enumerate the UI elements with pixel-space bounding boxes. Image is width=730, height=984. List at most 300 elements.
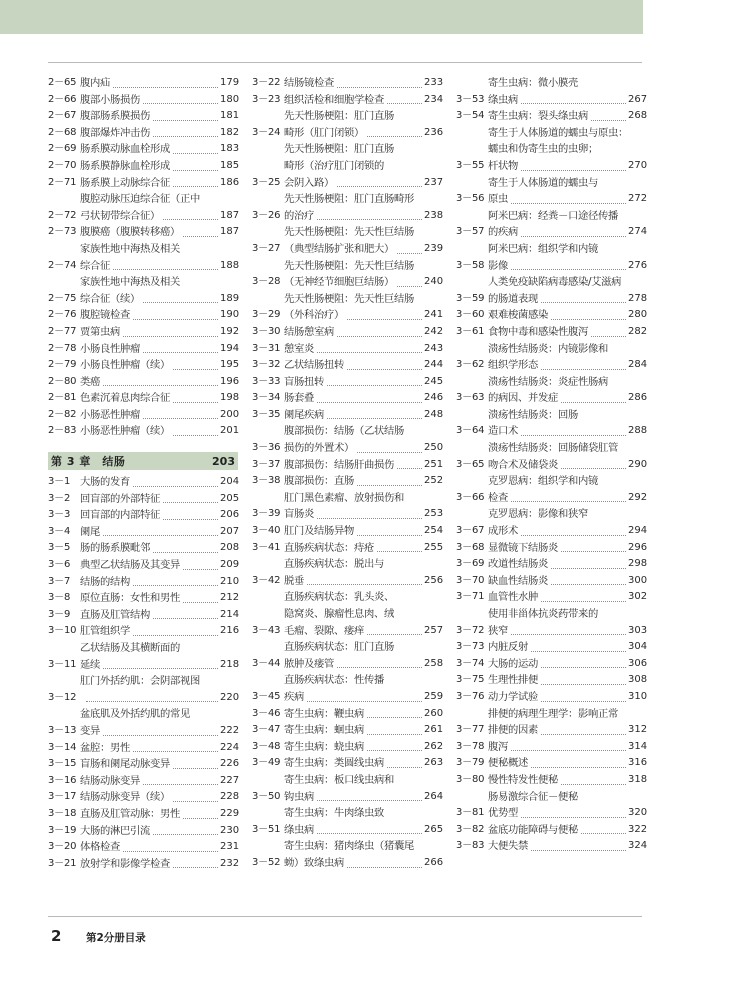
toc-entry[interactable] bbox=[48, 856, 238, 873]
entry-page: 260 bbox=[424, 707, 444, 719]
entry-page: 282 bbox=[628, 325, 648, 337]
entry-title-text: 阿米巴病：组织学和内镜 bbox=[488, 242, 598, 255]
entry-title-line bbox=[80, 374, 220, 391]
entry-number: 3－10 bbox=[48, 625, 77, 637]
entry-page: 233 bbox=[424, 77, 444, 88]
entry-title bbox=[488, 473, 628, 506]
toc-entry[interactable] bbox=[48, 507, 238, 524]
toc-entry[interactable] bbox=[252, 556, 442, 589]
entry-page: 274 bbox=[628, 226, 648, 238]
dot-leader bbox=[183, 602, 218, 603]
entry-title-text: 血管性水肿 bbox=[488, 591, 538, 604]
entry-title bbox=[488, 540, 628, 557]
entry-title-text: 影像 bbox=[488, 259, 508, 272]
entry-number: 3－64 bbox=[456, 425, 485, 437]
dot-leader bbox=[541, 302, 626, 303]
entry-title-line bbox=[80, 740, 220, 757]
entry-title-line bbox=[284, 506, 424, 523]
toc-entry[interactable] bbox=[252, 473, 442, 490]
entry-title-text: 成形术 bbox=[488, 525, 518, 538]
toc-entry[interactable] bbox=[456, 755, 646, 772]
toc-entry[interactable] bbox=[456, 772, 646, 789]
toc-entry[interactable] bbox=[252, 457, 442, 474]
toc-entry[interactable] bbox=[48, 224, 238, 241]
toc-entry[interactable] bbox=[252, 357, 442, 374]
dot-leader bbox=[561, 468, 626, 469]
toc-entry[interactable] bbox=[252, 258, 442, 291]
dot-leader bbox=[337, 186, 422, 187]
entry-title-text: 绦虫病 bbox=[488, 93, 518, 106]
dot-leader bbox=[173, 402, 218, 403]
entry-title-text: 缺血性结肠炎 bbox=[488, 574, 548, 587]
entry-title-line bbox=[488, 175, 628, 192]
entry-title-line bbox=[284, 291, 424, 308]
entry-title-text: 艰难梭菌感染 bbox=[488, 309, 548, 322]
entry-title-line bbox=[80, 407, 220, 424]
toc-entry[interactable] bbox=[252, 490, 442, 523]
entry-title-text: 先天性肠梗阻：先天性巨结肠 bbox=[284, 259, 414, 272]
toc-entry[interactable] bbox=[48, 92, 238, 109]
toc-entry[interactable] bbox=[456, 573, 646, 590]
entry-page: 222 bbox=[220, 724, 240, 736]
entry-number: 3－83 bbox=[456, 840, 485, 852]
entry-title bbox=[284, 191, 424, 224]
entry-number: 3－50 bbox=[252, 790, 281, 802]
entry-page: 212 bbox=[220, 592, 240, 604]
entry-title bbox=[80, 158, 220, 175]
toc-entry[interactable] bbox=[456, 656, 646, 673]
toc-entry[interactable] bbox=[252, 706, 442, 723]
toc-entry[interactable] bbox=[456, 540, 646, 557]
toc-entry[interactable] bbox=[48, 374, 238, 391]
toc-entry[interactable] bbox=[252, 739, 442, 756]
toc-entry[interactable] bbox=[48, 706, 238, 739]
entry-title bbox=[80, 224, 220, 241]
entry-title-line bbox=[488, 805, 628, 822]
entry-title bbox=[80, 856, 220, 873]
entry-title bbox=[284, 423, 424, 456]
toc-entry[interactable] bbox=[48, 474, 238, 491]
entry-page: 294 bbox=[628, 525, 648, 537]
toc-entry[interactable] bbox=[456, 307, 646, 324]
toc-entry[interactable] bbox=[48, 823, 238, 840]
toc-entry[interactable] bbox=[456, 739, 646, 756]
entry-title-line bbox=[284, 755, 424, 772]
entry-title-text: 盆底肌及外括约肌的常见 bbox=[80, 708, 190, 721]
toc-entry[interactable] bbox=[456, 506, 646, 539]
entry-number: 2－80 bbox=[48, 375, 77, 387]
toc-entry[interactable] bbox=[252, 772, 442, 805]
toc-entry[interactable] bbox=[252, 191, 442, 224]
toc-entry[interactable] bbox=[48, 241, 238, 274]
toc-entry[interactable] bbox=[252, 672, 442, 705]
entry-title-line bbox=[284, 706, 424, 723]
entry-title-line bbox=[80, 574, 220, 591]
toc-entry[interactable] bbox=[456, 822, 646, 839]
entry-title-text: 结肠的结构 bbox=[80, 575, 130, 588]
entry-title bbox=[80, 740, 220, 757]
toc-entry[interactable] bbox=[456, 672, 646, 689]
dot-leader bbox=[511, 750, 626, 751]
entry-title-line bbox=[80, 607, 220, 624]
entry-title-line bbox=[284, 805, 424, 822]
entry-title-line bbox=[80, 75, 220, 92]
entry-number: 3－67 bbox=[456, 525, 485, 537]
entry-number: 3－5 bbox=[48, 542, 71, 554]
entry-title-text: 溃疡性结肠炎：炎症性肠病 bbox=[488, 375, 608, 388]
entry-title-text: 盲肠和阑尾动脉变异 bbox=[80, 758, 170, 771]
toc-entry[interactable] bbox=[252, 755, 442, 772]
entry-title-line bbox=[80, 590, 220, 607]
entry-title-text: 阿米巴病：经粪－口途径传播 bbox=[488, 209, 618, 222]
entry-title-text: 先天性肠梗阻：先天性巨结肠 bbox=[284, 292, 414, 305]
toc-entry[interactable] bbox=[252, 423, 442, 456]
dot-leader bbox=[173, 170, 218, 171]
entry-title-line bbox=[284, 739, 424, 756]
entry-page: 248 bbox=[424, 408, 444, 420]
entry-title-text: 造口术 bbox=[488, 425, 518, 438]
toc-entry[interactable] bbox=[48, 324, 238, 341]
dot-leader bbox=[317, 352, 422, 353]
entry-title-text: 结肠镜检查 bbox=[284, 77, 334, 89]
toc-column-3 bbox=[456, 75, 646, 855]
entry-title bbox=[488, 639, 628, 656]
dot-leader bbox=[367, 136, 422, 137]
entry-title-line bbox=[80, 191, 220, 208]
toc-entry[interactable] bbox=[48, 191, 238, 224]
toc-entry[interactable] bbox=[252, 639, 442, 672]
toc-entry[interactable] bbox=[48, 390, 238, 407]
entry-title-line bbox=[80, 125, 220, 142]
entry-page: 186 bbox=[220, 176, 240, 188]
entry-title-line bbox=[80, 773, 220, 790]
toc-entry[interactable] bbox=[456, 274, 646, 307]
entry-page: 272 bbox=[628, 193, 648, 205]
entry-title-line bbox=[488, 224, 628, 241]
entry-title bbox=[488, 589, 628, 606]
dot-leader bbox=[511, 501, 626, 502]
toc-entry[interactable] bbox=[48, 540, 238, 557]
toc-entry[interactable] bbox=[48, 640, 238, 673]
entry-title-line bbox=[80, 524, 220, 541]
entry-number: 2－68 bbox=[48, 126, 77, 138]
entry-title-text: 小肠良性肿瘤（续） bbox=[80, 359, 170, 372]
toc-entry[interactable] bbox=[456, 108, 646, 125]
entry-title-line bbox=[284, 556, 424, 573]
toc-entry[interactable] bbox=[48, 307, 238, 324]
toc-entry[interactable] bbox=[48, 423, 238, 440]
entry-page: 196 bbox=[220, 375, 240, 387]
entry-page: 298 bbox=[628, 558, 648, 570]
entry-title bbox=[488, 241, 628, 274]
toc-entry[interactable] bbox=[456, 838, 646, 855]
entry-title-line bbox=[488, 523, 628, 540]
toc-entry[interactable] bbox=[48, 590, 238, 607]
toc-entry[interactable] bbox=[252, 589, 442, 639]
toc-entry[interactable] bbox=[252, 324, 442, 341]
entry-title-text: 检查 bbox=[488, 491, 508, 504]
entry-page: 259 bbox=[424, 690, 444, 702]
entry-title-line bbox=[284, 324, 424, 341]
entry-page: 241 bbox=[424, 309, 444, 321]
toc-entry[interactable] bbox=[48, 673, 238, 706]
entry-number: 3－82 bbox=[456, 823, 485, 835]
toc-entry[interactable] bbox=[48, 108, 238, 125]
toc-entry[interactable] bbox=[456, 407, 646, 440]
chapter-title: 第 3 章 结肠 bbox=[51, 455, 126, 469]
entry-title bbox=[80, 590, 220, 607]
toc-entry[interactable] bbox=[456, 639, 646, 656]
entry-title-text: 人类免疫缺陷病毒感染/艾滋病 bbox=[488, 276, 622, 289]
dot-leader bbox=[113, 87, 218, 88]
top-rule bbox=[48, 62, 642, 63]
toc-entry[interactable] bbox=[252, 92, 442, 109]
dot-leader bbox=[143, 302, 218, 303]
entry-number: 3－17 bbox=[48, 791, 77, 803]
entry-page: 310 bbox=[628, 690, 648, 702]
toc-entry[interactable] bbox=[252, 838, 442, 871]
entry-title-line bbox=[80, 423, 220, 440]
entry-number: 3－63 bbox=[456, 392, 485, 404]
entry-page: 228 bbox=[220, 791, 240, 803]
toc-entry[interactable] bbox=[48, 274, 238, 307]
toc-entry[interactable] bbox=[48, 623, 238, 640]
toc-entries-chapter-3 bbox=[48, 474, 238, 872]
entry-title-text: 组织学形态 bbox=[488, 359, 538, 372]
entry-page: 237 bbox=[424, 176, 444, 188]
toc-entry[interactable] bbox=[456, 374, 646, 407]
toc-entry[interactable] bbox=[48, 357, 238, 374]
entry-title bbox=[488, 274, 628, 307]
entry-title-text: 先天性肠梗阻：肛门直肠 bbox=[284, 110, 394, 123]
dot-leader bbox=[531, 651, 626, 652]
toc-entry[interactable] bbox=[456, 241, 646, 274]
entry-title-line bbox=[488, 589, 628, 606]
entry-number: 3－56 bbox=[456, 193, 485, 205]
entry-page: 181 bbox=[220, 110, 240, 122]
entry-title-line bbox=[488, 374, 628, 391]
toc-entry[interactable] bbox=[48, 125, 238, 142]
toc-entry[interactable] bbox=[48, 756, 238, 773]
entry-title bbox=[488, 125, 628, 175]
entry-title-line bbox=[284, 623, 424, 640]
entry-page: 266 bbox=[424, 856, 444, 868]
entry-title-text: 优势型 bbox=[488, 807, 518, 820]
toc-entry[interactable] bbox=[252, 224, 442, 257]
toc-entry[interactable] bbox=[48, 407, 238, 424]
dot-leader bbox=[307, 701, 422, 702]
toc-entry[interactable] bbox=[252, 407, 442, 424]
entry-title bbox=[80, 324, 220, 341]
toc-entry[interactable] bbox=[48, 341, 238, 358]
dot-leader bbox=[511, 203, 626, 204]
entry-title-text: 大便失禁 bbox=[488, 840, 528, 853]
toc-entry[interactable] bbox=[252, 75, 442, 92]
entry-title-line bbox=[80, 258, 220, 275]
entry-number: 3－74 bbox=[456, 657, 485, 669]
entry-page: 296 bbox=[628, 541, 648, 553]
entry-number: 3－76 bbox=[456, 690, 485, 702]
entry-number: 3－34 bbox=[252, 392, 281, 404]
toc-entry[interactable] bbox=[48, 574, 238, 591]
entry-number: 3－28 bbox=[252, 276, 281, 288]
entry-title-text: 延续 bbox=[80, 658, 100, 671]
entry-title-text: 隐窝炎、腺瘤性息肉、绒 bbox=[284, 608, 394, 620]
entry-number: 3－33 bbox=[252, 375, 281, 387]
entry-title-text: 直肠疾病状态：脱出与 bbox=[284, 558, 384, 571]
entry-title-line bbox=[488, 208, 628, 225]
toc-entry[interactable] bbox=[456, 473, 646, 506]
entry-number: 2－74 bbox=[48, 259, 77, 271]
toc-entry[interactable] bbox=[456, 324, 646, 341]
dot-leader bbox=[511, 269, 626, 270]
entry-page: 198 bbox=[220, 392, 240, 404]
entry-page: 253 bbox=[424, 508, 444, 520]
toc-entry[interactable] bbox=[456, 689, 646, 706]
entry-page: 189 bbox=[220, 292, 240, 304]
entry-title-text: 腹腔镜检查 bbox=[80, 309, 130, 322]
toc-entry[interactable] bbox=[48, 740, 238, 757]
entry-title bbox=[488, 822, 628, 839]
toc-entry[interactable] bbox=[456, 789, 646, 822]
entry-title-text: 大肠的淋巴引流 bbox=[80, 824, 150, 837]
entry-title-text: 疾病 bbox=[284, 690, 304, 703]
toc-entry[interactable] bbox=[456, 125, 646, 175]
toc-entry[interactable] bbox=[252, 805, 442, 838]
entry-title-line bbox=[80, 673, 220, 690]
entry-title-line bbox=[80, 390, 220, 407]
entry-page: 320 bbox=[628, 807, 648, 819]
entry-title bbox=[80, 241, 220, 274]
toc-entry[interactable] bbox=[456, 208, 646, 241]
entry-title-line bbox=[284, 357, 424, 374]
toc-entry[interactable] bbox=[252, 108, 442, 141]
toc-entry[interactable] bbox=[456, 175, 646, 208]
toc-entry[interactable] bbox=[252, 540, 442, 557]
toc-entry[interactable] bbox=[48, 491, 238, 508]
entry-number: 3－9 bbox=[48, 608, 71, 620]
entry-title-line bbox=[284, 191, 424, 208]
entry-page: 268 bbox=[628, 110, 648, 122]
entry-title-text: （外科治疗） bbox=[284, 309, 344, 322]
entry-title bbox=[284, 772, 424, 805]
entry-number: 3－3 bbox=[48, 509, 71, 521]
entry-title bbox=[488, 175, 628, 208]
dot-leader bbox=[327, 385, 422, 386]
entry-page: 231 bbox=[220, 841, 240, 853]
entry-title-text: 畸形（治疗肛门闭锁的 bbox=[284, 159, 384, 172]
toc-entry[interactable] bbox=[48, 175, 238, 192]
entry-page: 302 bbox=[628, 591, 648, 603]
entry-page: 239 bbox=[424, 242, 444, 254]
entry-title bbox=[284, 407, 424, 424]
entry-title bbox=[284, 457, 424, 474]
entry-title-line bbox=[80, 92, 220, 109]
toc-entry[interactable] bbox=[456, 606, 646, 639]
entry-number: 3－52 bbox=[252, 856, 281, 868]
entry-title-line bbox=[284, 473, 424, 490]
entry-title-text: 寄生虫病：板口线虫病和 bbox=[284, 773, 394, 786]
dot-leader bbox=[173, 369, 218, 370]
dot-leader bbox=[143, 352, 218, 353]
dot-leader bbox=[521, 236, 626, 237]
toc-entry[interactable] bbox=[252, 722, 442, 739]
toc-entry[interactable] bbox=[456, 706, 646, 739]
dot-leader bbox=[357, 535, 422, 536]
toc-entry[interactable] bbox=[48, 141, 238, 158]
toc-entry[interactable] bbox=[456, 556, 646, 573]
dot-leader bbox=[103, 535, 218, 536]
entry-number: 3－32 bbox=[252, 359, 281, 371]
bottom-rule bbox=[48, 916, 642, 917]
entry-title-line bbox=[284, 307, 424, 324]
entry-title-text: 原虫 bbox=[488, 193, 508, 206]
dot-leader bbox=[591, 336, 626, 337]
entry-title-line bbox=[80, 839, 220, 856]
dot-leader bbox=[143, 103, 218, 104]
toc-entry[interactable] bbox=[48, 839, 238, 856]
toc-entry[interactable] bbox=[48, 524, 238, 541]
dot-leader bbox=[133, 319, 218, 320]
toc-entry[interactable] bbox=[252, 523, 442, 540]
entry-title bbox=[284, 390, 424, 407]
entry-title bbox=[80, 108, 220, 125]
toc-entry[interactable] bbox=[456, 341, 646, 374]
entry-number: 2－73 bbox=[48, 226, 77, 238]
entry-title bbox=[488, 739, 628, 756]
toc-entry[interactable] bbox=[456, 589, 646, 606]
toc-entry[interactable] bbox=[252, 291, 442, 324]
entry-number: 3－61 bbox=[456, 325, 485, 337]
entry-page: 234 bbox=[424, 93, 444, 105]
entry-page: 263 bbox=[424, 757, 444, 769]
chapter-heading[interactable] bbox=[48, 452, 238, 470]
entry-title-line bbox=[80, 175, 220, 192]
entry-page: 264 bbox=[424, 790, 444, 802]
toc-entry[interactable] bbox=[48, 557, 238, 574]
toc-entry[interactable] bbox=[252, 374, 442, 391]
entry-title-text: 直肠疾病状态：痔疮 bbox=[284, 541, 374, 554]
entry-title-line bbox=[488, 722, 628, 739]
dot-leader bbox=[153, 834, 218, 835]
entry-title-line bbox=[488, 307, 628, 324]
entry-title-line bbox=[488, 390, 628, 407]
entry-number: 3－79 bbox=[456, 757, 485, 769]
entry-title bbox=[80, 773, 220, 790]
entry-title bbox=[80, 557, 220, 574]
entry-number: 3－65 bbox=[456, 458, 485, 470]
entry-title-text: 蚴）致绦虫病 bbox=[284, 856, 344, 869]
entry-title-text: 直肠及肛管结构 bbox=[80, 608, 150, 621]
dot-leader bbox=[511, 634, 626, 635]
toc-entry[interactable] bbox=[48, 158, 238, 175]
entry-page: 242 bbox=[424, 325, 444, 337]
toc-entry[interactable] bbox=[48, 75, 238, 92]
toc-entry[interactable] bbox=[456, 440, 646, 473]
toc-entry[interactable] bbox=[48, 773, 238, 790]
toc-entry[interactable] bbox=[252, 390, 442, 407]
entry-title bbox=[488, 374, 628, 407]
toc-entry[interactable] bbox=[48, 789, 238, 806]
toc-entry[interactable] bbox=[48, 607, 238, 624]
entry-title bbox=[80, 374, 220, 391]
toc-entry[interactable] bbox=[48, 806, 238, 823]
toc-entry[interactable] bbox=[252, 141, 442, 191]
toc-entry[interactable] bbox=[252, 341, 442, 358]
toc-entry[interactable] bbox=[456, 75, 646, 108]
entry-number: 3－12 bbox=[48, 691, 77, 703]
entry-title bbox=[80, 839, 220, 856]
